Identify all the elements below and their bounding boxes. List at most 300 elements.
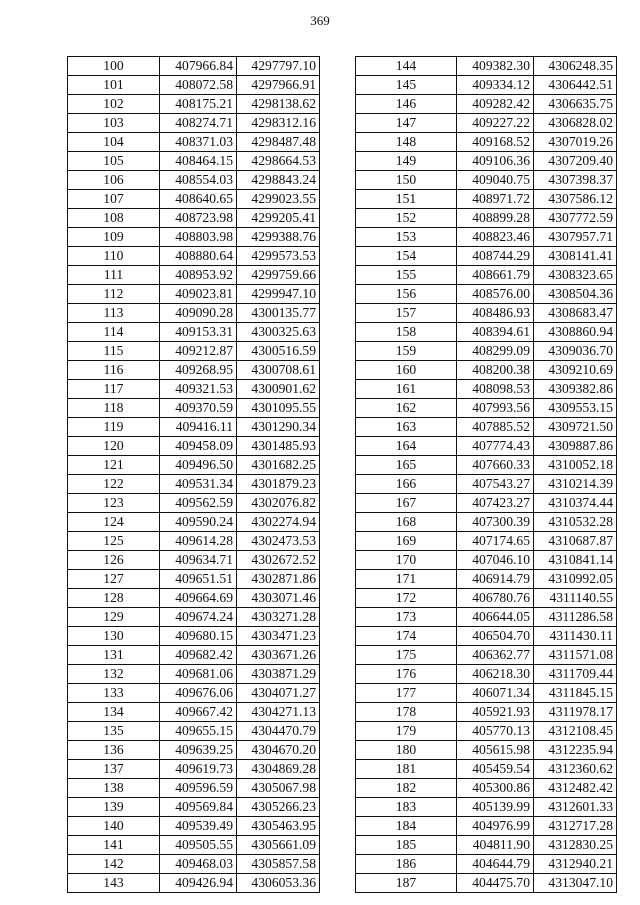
table-row: [68, 665, 320, 684]
y-coordinate-cell: 4307957.71: [534, 228, 617, 247]
x-coordinate-cell: 409282.42: [457, 95, 534, 114]
point-number-cell: 117: [68, 380, 160, 399]
table-row: [68, 494, 320, 513]
x-coordinate-cell: 409023.81: [160, 285, 237, 304]
x-coordinate-cell: 409370.59: [160, 399, 237, 418]
x-coordinate-cell: 409531.34: [160, 475, 237, 494]
table-row: [356, 665, 617, 684]
table-row: [356, 684, 617, 703]
point-number-cell: 144: [356, 57, 457, 76]
point-number-cell: 152: [356, 209, 457, 228]
x-coordinate-cell: 408953.92: [160, 266, 237, 285]
x-coordinate-cell: 409382.30: [457, 57, 534, 76]
y-coordinate-cell: 4312940.21: [534, 855, 617, 874]
point-number-cell: 143: [68, 874, 160, 893]
table-row: [68, 285, 320, 304]
x-coordinate-cell: 409634.71: [160, 551, 237, 570]
x-coordinate-cell: 407993.56: [457, 399, 534, 418]
y-coordinate-cell: 4307772.59: [534, 209, 617, 228]
x-coordinate-cell: 408371.03: [160, 133, 237, 152]
y-coordinate-cell: 4301485.93: [237, 437, 320, 456]
point-number-cell: 142: [68, 855, 160, 874]
y-coordinate-cell: 4306442.51: [534, 76, 617, 95]
table-row: [356, 741, 617, 760]
table-row: [356, 589, 617, 608]
table-row: [68, 874, 320, 893]
point-number-cell: 149: [356, 152, 457, 171]
x-coordinate-cell: 405770.13: [457, 722, 534, 741]
point-number-cell: 128: [68, 589, 160, 608]
point-number-cell: 178: [356, 703, 457, 722]
table-row: [68, 437, 320, 456]
table-row: [68, 836, 320, 855]
y-coordinate-cell: 4305266.23: [237, 798, 320, 817]
x-coordinate-cell: 408175.21: [160, 95, 237, 114]
y-coordinate-cell: 4310532.28: [534, 513, 617, 532]
y-coordinate-cell: 4307019.26: [534, 133, 617, 152]
table-row: [356, 570, 617, 589]
y-coordinate-cell: 4299759.66: [237, 266, 320, 285]
table-row: [356, 399, 617, 418]
table-row: [356, 190, 617, 209]
table-row: [68, 551, 320, 570]
x-coordinate-cell: 408486.93: [457, 304, 534, 323]
table-row: [356, 456, 617, 475]
y-coordinate-cell: 4301682.25: [237, 456, 320, 475]
point-number-cell: 104: [68, 133, 160, 152]
x-coordinate-cell: 409426.94: [160, 874, 237, 893]
table-row: [68, 684, 320, 703]
point-number-cell: 141: [68, 836, 160, 855]
y-coordinate-cell: 4306828.02: [534, 114, 617, 133]
x-coordinate-cell: 409040.75: [457, 171, 534, 190]
point-number-cell: 112: [68, 285, 160, 304]
x-coordinate-cell: 407660.33: [457, 456, 534, 475]
y-coordinate-cell: 4299573.53: [237, 247, 320, 266]
y-coordinate-cell: 4299023.55: [237, 190, 320, 209]
table-row: [68, 95, 320, 114]
point-number-cell: 147: [356, 114, 457, 133]
x-coordinate-cell: 409680.15: [160, 627, 237, 646]
x-coordinate-cell: 406914.79: [457, 570, 534, 589]
table-row: [356, 266, 617, 285]
y-coordinate-cell: 4303671.26: [237, 646, 320, 665]
table-row: [68, 304, 320, 323]
y-coordinate-cell: 4307586.12: [534, 190, 617, 209]
table-row: [356, 855, 617, 874]
y-coordinate-cell: 4310841.14: [534, 551, 617, 570]
point-number-cell: 124: [68, 513, 160, 532]
x-coordinate-cell: 409639.25: [160, 741, 237, 760]
table-row: [356, 760, 617, 779]
point-number-cell: 181: [356, 760, 457, 779]
table-row: [356, 513, 617, 532]
y-coordinate-cell: 4298664.53: [237, 152, 320, 171]
y-coordinate-cell: 4309887.86: [534, 437, 617, 456]
y-coordinate-cell: 4305067.98: [237, 779, 320, 798]
y-coordinate-cell: 4309210.69: [534, 361, 617, 380]
point-number-cell: 134: [68, 703, 160, 722]
y-coordinate-cell: 4307398.37: [534, 171, 617, 190]
x-coordinate-cell: 409416.11: [160, 418, 237, 437]
table-row: [68, 114, 320, 133]
y-coordinate-cell: 4307209.40: [534, 152, 617, 171]
point-number-cell: 109: [68, 228, 160, 247]
x-coordinate-cell: 409614.28: [160, 532, 237, 551]
y-coordinate-cell: 4299205.41: [237, 209, 320, 228]
x-coordinate-cell: 409458.09: [160, 437, 237, 456]
point-number-cell: 161: [356, 380, 457, 399]
table-row: [68, 513, 320, 532]
x-coordinate-cell: 409562.59: [160, 494, 237, 513]
point-number-cell: 113: [68, 304, 160, 323]
x-coordinate-cell: 409090.28: [160, 304, 237, 323]
point-number-cell: 162: [356, 399, 457, 418]
table-row: [68, 798, 320, 817]
y-coordinate-cell: 4308504.36: [534, 285, 617, 304]
y-coordinate-cell: 4302473.53: [237, 532, 320, 551]
y-coordinate-cell: 4301290.34: [237, 418, 320, 437]
x-coordinate-cell: 407300.39: [457, 513, 534, 532]
x-coordinate-cell: 409681.06: [160, 665, 237, 684]
table-row: [68, 608, 320, 627]
table-row: [356, 703, 617, 722]
x-coordinate-cell: 409496.50: [160, 456, 237, 475]
y-coordinate-cell: 4311571.08: [534, 646, 617, 665]
table-row: [68, 399, 320, 418]
point-number-cell: 185: [356, 836, 457, 855]
y-coordinate-cell: 4309721.50: [534, 418, 617, 437]
table-row: [68, 418, 320, 437]
x-coordinate-cell: 408723.98: [160, 209, 237, 228]
x-coordinate-cell: 406071.34: [457, 684, 534, 703]
x-coordinate-cell: 405300.86: [457, 779, 534, 798]
y-coordinate-cell: 4305857.58: [237, 855, 320, 874]
x-coordinate-cell: 407966.84: [160, 57, 237, 76]
x-coordinate-cell: 408661.79: [457, 266, 534, 285]
table-row: [68, 456, 320, 475]
x-coordinate-cell: 409539.49: [160, 817, 237, 836]
y-coordinate-cell: 4300325.63: [237, 323, 320, 342]
point-number-cell: 151: [356, 190, 457, 209]
table-row: [356, 798, 617, 817]
table-row: [68, 171, 320, 190]
y-coordinate-cell: 4312717.28: [534, 817, 617, 836]
x-coordinate-cell: 409655.15: [160, 722, 237, 741]
y-coordinate-cell: 4300708.61: [237, 361, 320, 380]
x-coordinate-cell: 409334.12: [457, 76, 534, 95]
table-row: [356, 152, 617, 171]
y-coordinate-cell: 4305661.09: [237, 836, 320, 855]
point-number-cell: 150: [356, 171, 457, 190]
y-coordinate-cell: 4312108.45: [534, 722, 617, 741]
x-coordinate-cell: 408554.03: [160, 171, 237, 190]
point-number-cell: 158: [356, 323, 457, 342]
table-row: [68, 589, 320, 608]
x-coordinate-cell: 408299.09: [457, 342, 534, 361]
page-number: 369: [310, 13, 330, 28]
y-coordinate-cell: 4300516.59: [237, 342, 320, 361]
table-row: [68, 570, 320, 589]
x-coordinate-cell: 406644.05: [457, 608, 534, 627]
x-coordinate-cell: 404976.99: [457, 817, 534, 836]
y-coordinate-cell: 4304670.20: [237, 741, 320, 760]
x-coordinate-cell: 409590.24: [160, 513, 237, 532]
y-coordinate-cell: 4308683.47: [534, 304, 617, 323]
y-coordinate-cell: 4312601.33: [534, 798, 617, 817]
point-number-cell: 183: [356, 798, 457, 817]
point-number-cell: 139: [68, 798, 160, 817]
y-coordinate-cell: 4303071.46: [237, 589, 320, 608]
x-coordinate-cell: 406780.76: [457, 589, 534, 608]
x-coordinate-cell: 409569.84: [160, 798, 237, 817]
y-coordinate-cell: 4298312.16: [237, 114, 320, 133]
point-number-cell: 159: [356, 342, 457, 361]
point-number-cell: 138: [68, 779, 160, 798]
point-number-cell: 116: [68, 361, 160, 380]
point-number-cell: 129: [68, 608, 160, 627]
point-number-cell: 170: [356, 551, 457, 570]
x-coordinate-cell: 408464.15: [160, 152, 237, 171]
y-coordinate-cell: 4302274.94: [237, 513, 320, 532]
x-coordinate-cell: 405139.99: [457, 798, 534, 817]
y-coordinate-cell: 4300135.77: [237, 304, 320, 323]
point-number-cell: 101: [68, 76, 160, 95]
point-number-cell: 154: [356, 247, 457, 266]
table-row: [68, 76, 320, 95]
point-number-cell: 105: [68, 152, 160, 171]
x-coordinate-cell: 404811.90: [457, 836, 534, 855]
x-coordinate-cell: 407885.52: [457, 418, 534, 437]
x-coordinate-cell: 404475.70: [457, 874, 534, 893]
table-row: [356, 247, 617, 266]
table-row: [356, 627, 617, 646]
table-row: [356, 646, 617, 665]
point-number-cell: 169: [356, 532, 457, 551]
x-coordinate-cell: 408899.28: [457, 209, 534, 228]
x-coordinate-cell: 408200.38: [457, 361, 534, 380]
y-coordinate-cell: 4311140.55: [534, 589, 617, 608]
table-row: [356, 76, 617, 95]
point-number-cell: 140: [68, 817, 160, 836]
point-number-cell: 166: [356, 475, 457, 494]
x-coordinate-cell: 408640.65: [160, 190, 237, 209]
x-coordinate-cell: 409676.06: [160, 684, 237, 703]
point-number-cell: 148: [356, 133, 457, 152]
y-coordinate-cell: 4298138.62: [237, 95, 320, 114]
x-coordinate-cell: 409651.51: [160, 570, 237, 589]
point-number-cell: 125: [68, 532, 160, 551]
point-number-cell: 132: [68, 665, 160, 684]
table-row: [68, 817, 320, 836]
point-number-cell: 131: [68, 646, 160, 665]
x-coordinate-cell: 409468.03: [160, 855, 237, 874]
y-coordinate-cell: 4311286.58: [534, 608, 617, 627]
x-coordinate-cell: 409321.53: [160, 380, 237, 399]
x-coordinate-cell: 409682.42: [160, 646, 237, 665]
table-row: [68, 627, 320, 646]
x-coordinate-cell: 406504.70: [457, 627, 534, 646]
point-number-cell: 179: [356, 722, 457, 741]
table-row: [356, 133, 617, 152]
x-coordinate-cell: 409505.55: [160, 836, 237, 855]
table-row: [68, 228, 320, 247]
y-coordinate-cell: 4311709.44: [534, 665, 617, 684]
table-row: [68, 722, 320, 741]
point-number-cell: 175: [356, 646, 457, 665]
y-coordinate-cell: 4298487.48: [237, 133, 320, 152]
x-coordinate-cell: 408274.71: [160, 114, 237, 133]
point-number-cell: 122: [68, 475, 160, 494]
point-number-cell: 174: [356, 627, 457, 646]
y-coordinate-cell: 4312482.42: [534, 779, 617, 798]
table-row: [68, 247, 320, 266]
y-coordinate-cell: 4304869.28: [237, 760, 320, 779]
y-coordinate-cell: 4299947.10: [237, 285, 320, 304]
y-coordinate-cell: 4302672.52: [237, 551, 320, 570]
point-number-cell: 108: [68, 209, 160, 228]
y-coordinate-cell: 4312830.25: [534, 836, 617, 855]
y-coordinate-cell: 4308860.94: [534, 323, 617, 342]
x-coordinate-cell: 407046.10: [457, 551, 534, 570]
point-number-cell: 100: [68, 57, 160, 76]
table-row: [356, 494, 617, 513]
y-coordinate-cell: 4303871.29: [237, 665, 320, 684]
y-coordinate-cell: 4308141.41: [534, 247, 617, 266]
x-coordinate-cell: 408072.58: [160, 76, 237, 95]
y-coordinate-cell: 4312360.62: [534, 760, 617, 779]
point-number-cell: 130: [68, 627, 160, 646]
y-coordinate-cell: 4299388.76: [237, 228, 320, 247]
x-coordinate-cell: 409212.87: [160, 342, 237, 361]
table-row: [68, 133, 320, 152]
point-number-cell: 176: [356, 665, 457, 684]
table-row: [356, 874, 617, 893]
point-number-cell: 184: [356, 817, 457, 836]
point-number-cell: 111: [68, 266, 160, 285]
point-number-cell: 156: [356, 285, 457, 304]
x-coordinate-cell: 409168.52: [457, 133, 534, 152]
x-coordinate-cell: 408576.00: [457, 285, 534, 304]
y-coordinate-cell: 4310052.18: [534, 456, 617, 475]
x-coordinate-cell: 408823.46: [457, 228, 534, 247]
point-number-cell: 110: [68, 247, 160, 266]
x-coordinate-cell: 407423.27: [457, 494, 534, 513]
x-coordinate-cell: 406362.77: [457, 646, 534, 665]
table-row: [68, 342, 320, 361]
point-number-cell: 155: [356, 266, 457, 285]
table-row: [68, 475, 320, 494]
point-number-cell: 119: [68, 418, 160, 437]
x-coordinate-cell: 406218.30: [457, 665, 534, 684]
x-coordinate-cell: 409268.95: [160, 361, 237, 380]
y-coordinate-cell: 4310214.39: [534, 475, 617, 494]
y-coordinate-cell: 4311978.17: [534, 703, 617, 722]
x-coordinate-cell: 404644.79: [457, 855, 534, 874]
table-row: [68, 380, 320, 399]
x-coordinate-cell: 408971.72: [457, 190, 534, 209]
y-coordinate-cell: 4302076.82: [237, 494, 320, 513]
point-number-cell: 118: [68, 399, 160, 418]
table-row: [68, 532, 320, 551]
table-row: [68, 266, 320, 285]
y-coordinate-cell: 4304271.13: [237, 703, 320, 722]
y-coordinate-cell: 4297797.10: [237, 57, 320, 76]
y-coordinate-cell: 4298843.24: [237, 171, 320, 190]
point-number-cell: 164: [356, 437, 457, 456]
y-coordinate-cell: 4306248.35: [534, 57, 617, 76]
y-coordinate-cell: 4305463.95: [237, 817, 320, 836]
point-number-cell: 186: [356, 855, 457, 874]
table-row: [356, 418, 617, 437]
y-coordinate-cell: 4301879.23: [237, 475, 320, 494]
coordinates-table-right: [355, 56, 617, 893]
point-number-cell: 165: [356, 456, 457, 475]
y-coordinate-cell: 4310687.87: [534, 532, 617, 551]
x-coordinate-cell: 405615.98: [457, 741, 534, 760]
x-coordinate-cell: 407774.43: [457, 437, 534, 456]
table-row: [356, 304, 617, 323]
point-number-cell: 153: [356, 228, 457, 247]
point-number-cell: 135: [68, 722, 160, 741]
table-row: [356, 361, 617, 380]
x-coordinate-cell: 407543.27: [457, 475, 534, 494]
table-row: [356, 114, 617, 133]
point-number-cell: 106: [68, 171, 160, 190]
point-number-cell: 136: [68, 741, 160, 760]
x-coordinate-cell: 405921.93: [457, 703, 534, 722]
table-row: [356, 817, 617, 836]
point-number-cell: 173: [356, 608, 457, 627]
x-coordinate-cell: 408744.29: [457, 247, 534, 266]
y-coordinate-cell: 4303271.28: [237, 608, 320, 627]
x-coordinate-cell: 408803.98: [160, 228, 237, 247]
point-number-cell: 103: [68, 114, 160, 133]
point-number-cell: 137: [68, 760, 160, 779]
point-number-cell: 145: [356, 76, 457, 95]
point-number-cell: 120: [68, 437, 160, 456]
y-coordinate-cell: 4309382.86: [534, 380, 617, 399]
table-row: [68, 741, 320, 760]
table-row: [68, 760, 320, 779]
y-coordinate-cell: 4297966.91: [237, 76, 320, 95]
table-row: [68, 361, 320, 380]
point-number-cell: 187: [356, 874, 457, 893]
point-number-cell: 114: [68, 323, 160, 342]
table-row: [356, 437, 617, 456]
y-coordinate-cell: 4311430.11: [534, 627, 617, 646]
point-number-cell: 126: [68, 551, 160, 570]
y-coordinate-cell: 4306635.75: [534, 95, 617, 114]
y-coordinate-cell: 4304470.79: [237, 722, 320, 741]
x-coordinate-cell: 409106.36: [457, 152, 534, 171]
table-row: [68, 152, 320, 171]
x-coordinate-cell: 409664.69: [160, 589, 237, 608]
point-number-cell: 160: [356, 361, 457, 380]
y-coordinate-cell: 4308323.65: [534, 266, 617, 285]
y-coordinate-cell: 4312235.94: [534, 741, 617, 760]
table-row: [68, 57, 320, 76]
table-row: [356, 532, 617, 551]
table-row: [68, 646, 320, 665]
table-row: [356, 95, 617, 114]
point-number-cell: 163: [356, 418, 457, 437]
table-row: [356, 209, 617, 228]
x-coordinate-cell: 407174.65: [457, 532, 534, 551]
table-row: [356, 57, 617, 76]
table-row: [356, 551, 617, 570]
y-coordinate-cell: 4301095.55: [237, 399, 320, 418]
